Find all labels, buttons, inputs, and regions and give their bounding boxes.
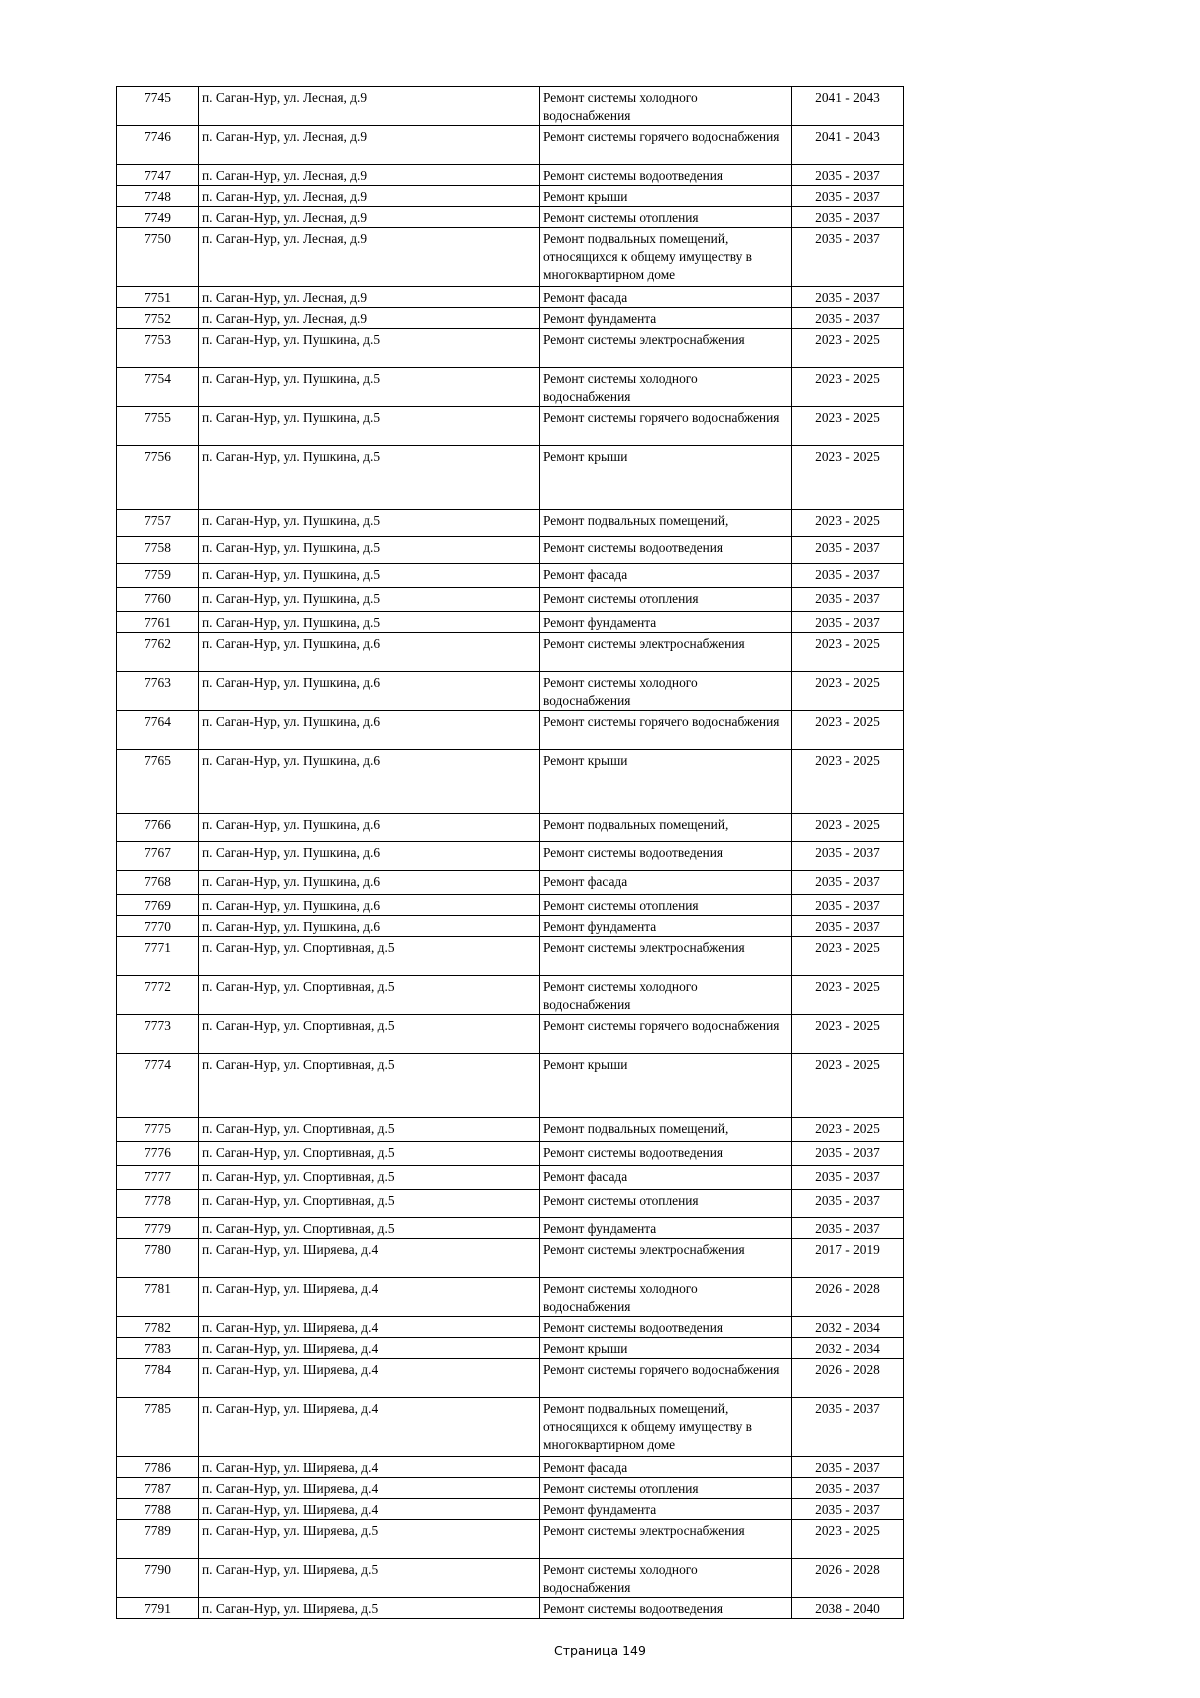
work-type-cell: Ремонт фундамента (540, 1499, 792, 1520)
table-row (117, 228, 904, 287)
table-row (117, 916, 904, 937)
address-cell: п. Саган-Нур, ул. Лесная, д.9 (199, 207, 540, 228)
address-cell: п. Саган-Нур, ул. Спортивная, д.5 (199, 1054, 540, 1118)
row-number: 7789 (117, 1520, 199, 1559)
table-row (117, 633, 904, 672)
address-cell: п. Саган-Нур, ул. Ширяева, д.4 (199, 1278, 540, 1317)
period-cell: 2035 - 2037 (792, 871, 904, 895)
address-cell: п. Саган-Нур, ул. Лесная, д.9 (199, 186, 540, 207)
table-row (117, 711, 904, 750)
table-row (117, 368, 904, 407)
row-number: 7763 (117, 672, 199, 711)
row-number: 7745 (117, 87, 199, 126)
table-row (117, 814, 904, 842)
address-cell: п. Саган-Нур, ул. Пушкина, д.5 (199, 564, 540, 588)
work-type-cell: Ремонт крыши (540, 186, 792, 207)
row-number: 7772 (117, 976, 199, 1015)
table-row (117, 1478, 904, 1499)
work-type-cell: Ремонт системы горячего водоснабжения (540, 1015, 792, 1054)
work-type-cell: Ремонт системы холодного водоснабжения (540, 368, 792, 407)
work-type-cell: Ремонт системы холодного водоснабжения (540, 1559, 792, 1598)
period-cell: 2035 - 2037 (792, 207, 904, 228)
address-cell: п. Саган-Нур, ул. Ширяева, д.4 (199, 1317, 540, 1338)
address-cell: п. Саган-Нур, ул. Пушкина, д.5 (199, 368, 540, 407)
period-cell: 2023 - 2025 (792, 672, 904, 711)
period-cell: 2035 - 2037 (792, 1190, 904, 1218)
row-number: 7788 (117, 1499, 199, 1520)
work-type-cell: Ремонт системы водоотведения (540, 537, 792, 564)
table-body (117, 87, 904, 1619)
address-cell: п. Саган-Нур, ул. Пушкина, д.6 (199, 871, 540, 895)
table-row (117, 87, 904, 126)
address-cell: п. Саган-Нур, ул. Пушкина, д.6 (199, 895, 540, 916)
period-cell: 2041 - 2043 (792, 87, 904, 126)
period-cell: 2023 - 2025 (792, 711, 904, 750)
work-type-cell: Ремонт крыши (540, 1054, 792, 1118)
address-cell: п. Саган-Нур, ул. Спортивная, д.5 (199, 1166, 540, 1190)
row-number: 7759 (117, 564, 199, 588)
address-cell: п. Саган-Нур, ул. Пушкина, д.5 (199, 446, 540, 510)
address-cell: п. Саган-Нур, ул. Спортивная, д.5 (199, 1218, 540, 1239)
table-row (117, 1142, 904, 1166)
period-cell: 2035 - 2037 (792, 895, 904, 916)
address-cell: п. Саган-Нур, ул. Пушкина, д.6 (199, 814, 540, 842)
period-cell: 2023 - 2025 (792, 446, 904, 510)
row-number: 7751 (117, 287, 199, 308)
row-number: 7779 (117, 1218, 199, 1239)
work-type-cell: Ремонт системы водоотведения (540, 842, 792, 871)
table-row (117, 287, 904, 308)
period-cell: 2035 - 2037 (792, 165, 904, 186)
address-cell: п. Саган-Нур, ул. Лесная, д.9 (199, 126, 540, 165)
table-row (117, 588, 904, 612)
work-type-cell: Ремонт системы горячего водоснабжения (540, 126, 792, 165)
table-row (117, 937, 904, 976)
address-cell: п. Саган-Нур, ул. Спортивная, д.5 (199, 976, 540, 1015)
address-cell: п. Саган-Нур, ул. Пушкина, д.6 (199, 672, 540, 711)
row-number: 7790 (117, 1559, 199, 1598)
row-number: 7768 (117, 871, 199, 895)
row-number: 7765 (117, 750, 199, 814)
address-cell: п. Саган-Нур, ул. Лесная, д.9 (199, 87, 540, 126)
period-cell: 2026 - 2028 (792, 1559, 904, 1598)
work-type-cell: Ремонт системы отопления (540, 1478, 792, 1499)
address-cell: п. Саган-Нур, ул. Пушкина, д.5 (199, 588, 540, 612)
row-number: 7762 (117, 633, 199, 672)
table-row (117, 329, 904, 368)
table-row (117, 672, 904, 711)
address-cell: п. Саган-Нур, ул. Спортивная, д.5 (199, 1190, 540, 1218)
address-cell: п. Саган-Нур, ул. Пушкина, д.5 (199, 407, 540, 446)
work-type-cell: Ремонт крыши (540, 750, 792, 814)
row-number: 7769 (117, 895, 199, 916)
table-row (117, 612, 904, 633)
address-cell: п. Саган-Нур, ул. Ширяева, д.4 (199, 1398, 540, 1457)
table-row (117, 1457, 904, 1478)
address-cell: п. Саган-Нур, ул. Ширяева, д.4 (199, 1239, 540, 1278)
period-cell: 2041 - 2043 (792, 126, 904, 165)
row-number: 7767 (117, 842, 199, 871)
row-number: 7764 (117, 711, 199, 750)
row-number: 7775 (117, 1118, 199, 1142)
work-type-cell: Ремонт системы холодного водоснабжения (540, 672, 792, 711)
address-cell: п. Саган-Нур, ул. Спортивная, д.5 (199, 937, 540, 976)
work-type-cell: Ремонт системы водоотведения (540, 1598, 792, 1619)
period-cell: 2035 - 2037 (792, 916, 904, 937)
row-number: 7752 (117, 308, 199, 329)
row-number: 7757 (117, 510, 199, 537)
table-row (117, 510, 904, 537)
table-row (117, 126, 904, 165)
work-type-cell: Ремонт фундамента (540, 308, 792, 329)
period-cell: 2023 - 2025 (792, 510, 904, 537)
address-cell: п. Саган-Нур, ул. Пушкина, д.5 (199, 329, 540, 368)
period-cell: 2032 - 2034 (792, 1338, 904, 1359)
table-row (117, 750, 904, 814)
table-row (117, 1166, 904, 1190)
address-cell: п. Саган-Нур, ул. Спортивная, д.5 (199, 1118, 540, 1142)
period-cell: 2035 - 2037 (792, 842, 904, 871)
address-cell: п. Саган-Нур, ул. Пушкина, д.6 (199, 750, 540, 814)
row-number: 7783 (117, 1338, 199, 1359)
work-type-cell: Ремонт подвальных помещений, (540, 510, 792, 537)
period-cell: 2035 - 2037 (792, 1218, 904, 1239)
address-cell: п. Саган-Нур, ул. Пушкина, д.6 (199, 633, 540, 672)
row-number: 7748 (117, 186, 199, 207)
work-type-cell: Ремонт фундамента (540, 1218, 792, 1239)
work-type-cell: Ремонт системы горячего водоснабжения (540, 407, 792, 446)
row-number: 7784 (117, 1359, 199, 1398)
address-cell: п. Саган-Нур, ул. Лесная, д.9 (199, 228, 540, 287)
row-number: 7785 (117, 1398, 199, 1457)
work-type-cell: Ремонт системы отопления (540, 1190, 792, 1218)
row-number: 7782 (117, 1317, 199, 1338)
row-number: 7773 (117, 1015, 199, 1054)
address-cell: п. Саган-Нур, ул. Ширяева, д.4 (199, 1359, 540, 1398)
work-type-cell: Ремонт системы отопления (540, 207, 792, 228)
period-cell: 2032 - 2034 (792, 1317, 904, 1338)
address-cell: п. Саган-Нур, ул. Пушкина, д.5 (199, 612, 540, 633)
period-cell: 2035 - 2037 (792, 1142, 904, 1166)
period-cell: 2023 - 2025 (792, 1015, 904, 1054)
table-row (117, 1338, 904, 1359)
period-cell: 2035 - 2037 (792, 228, 904, 287)
work-type-cell: Ремонт системы отопления (540, 588, 792, 612)
work-type-cell: Ремонт фасада (540, 287, 792, 308)
address-cell: п. Саган-Нур, ул. Пушкина, д.5 (199, 537, 540, 564)
row-number: 7755 (117, 407, 199, 446)
address-cell: п. Саган-Нур, ул. Лесная, д.9 (199, 287, 540, 308)
work-type-cell: Ремонт системы горячего водоснабжения (540, 1359, 792, 1398)
period-cell: 2035 - 2037 (792, 1166, 904, 1190)
row-number: 7754 (117, 368, 199, 407)
table-row (117, 207, 904, 228)
work-type-cell: Ремонт системы водоотведения (540, 1142, 792, 1166)
table-row (117, 1317, 904, 1338)
row-number: 7753 (117, 329, 199, 368)
period-cell: 2035 - 2037 (792, 186, 904, 207)
work-type-cell: Ремонт фасада (540, 1457, 792, 1478)
address-cell: п. Саган-Нур, ул. Пушкина, д.6 (199, 711, 540, 750)
work-type-cell: Ремонт фасада (540, 1166, 792, 1190)
row-number: 7747 (117, 165, 199, 186)
row-number: 7758 (117, 537, 199, 564)
table-row (117, 1398, 904, 1457)
work-type-cell: Ремонт системы водоотведения (540, 165, 792, 186)
row-number: 7781 (117, 1278, 199, 1317)
address-cell: п. Саган-Нур, ул. Ширяева, д.4 (199, 1478, 540, 1499)
period-cell: 2023 - 2025 (792, 1520, 904, 1559)
row-number: 7776 (117, 1142, 199, 1166)
table-row (117, 446, 904, 510)
work-type-cell: Ремонт системы холодного водоснабжения (540, 976, 792, 1015)
work-type-cell: Ремонт системы электроснабжения (540, 1520, 792, 1559)
table-row (117, 1598, 904, 1619)
row-number: 7749 (117, 207, 199, 228)
period-cell: 2023 - 2025 (792, 1118, 904, 1142)
table-row (117, 186, 904, 207)
table-row (117, 1118, 904, 1142)
period-cell: 2023 - 2025 (792, 1054, 904, 1118)
period-cell: 2017 - 2019 (792, 1239, 904, 1278)
row-number: 7771 (117, 937, 199, 976)
work-type-cell: Ремонт системы холодного водоснабжения (540, 1278, 792, 1317)
work-type-cell: Ремонт подвальных помещений, (540, 814, 792, 842)
address-cell: п. Саган-Нур, ул. Пушкина, д.5 (199, 510, 540, 537)
page-number: Страница 149 (554, 1643, 646, 1658)
address-cell: п. Саган-Нур, ул. Пушкина, д.6 (199, 842, 540, 871)
table-row (117, 537, 904, 564)
work-type-cell: Ремонт крыши (540, 446, 792, 510)
table-row (117, 1499, 904, 1520)
work-type-cell: Ремонт подвальных помещений, относящихся к общему имуществу в многоквартирном доме (540, 228, 792, 287)
table-row (117, 1239, 904, 1278)
table-row (117, 1278, 904, 1317)
repair-schedule-table (116, 86, 904, 1619)
work-type-cell: Ремонт фасада (540, 871, 792, 895)
work-type-cell: Ремонт подвальных помещений, (540, 1118, 792, 1142)
row-number: 7761 (117, 612, 199, 633)
table-row (117, 871, 904, 895)
address-cell: п. Саган-Нур, ул. Лесная, д.9 (199, 308, 540, 329)
period-cell: 2035 - 2037 (792, 1499, 904, 1520)
row-number: 7780 (117, 1239, 199, 1278)
period-cell: 2023 - 2025 (792, 329, 904, 368)
period-cell: 2035 - 2037 (792, 287, 904, 308)
period-cell: 2035 - 2037 (792, 1457, 904, 1478)
period-cell: 2023 - 2025 (792, 633, 904, 672)
table-row (117, 165, 904, 186)
period-cell: 2023 - 2025 (792, 407, 904, 446)
address-cell: п. Саган-Нур, ул. Ширяева, д.5 (199, 1559, 540, 1598)
period-cell: 2023 - 2025 (792, 976, 904, 1015)
work-type-cell: Ремонт системы электроснабжения (540, 633, 792, 672)
period-cell: 2023 - 2025 (792, 368, 904, 407)
table-row (117, 308, 904, 329)
address-cell: п. Саган-Нур, ул. Ширяева, д.4 (199, 1338, 540, 1359)
table-row (117, 1054, 904, 1118)
work-type-cell: Ремонт системы электроснабжения (540, 937, 792, 976)
address-cell: п. Саган-Нур, ул. Спортивная, д.5 (199, 1142, 540, 1166)
work-type-cell: Ремонт системы отопления (540, 895, 792, 916)
work-type-cell: Ремонт системы горячего водоснабжения (540, 711, 792, 750)
period-cell: 2023 - 2025 (792, 750, 904, 814)
table-row (117, 842, 904, 871)
period-cell: 2035 - 2037 (792, 537, 904, 564)
table-row (117, 976, 904, 1015)
row-number: 7746 (117, 126, 199, 165)
table-row (117, 1218, 904, 1239)
row-number: 7756 (117, 446, 199, 510)
row-number: 7778 (117, 1190, 199, 1218)
period-cell: 2026 - 2028 (792, 1278, 904, 1317)
address-cell: п. Саган-Нур, ул. Ширяева, д.5 (199, 1598, 540, 1619)
table-row (117, 1190, 904, 1218)
table-row (117, 895, 904, 916)
table-row (117, 407, 904, 446)
period-cell: 2038 - 2040 (792, 1598, 904, 1619)
address-cell: п. Саган-Нур, ул. Лесная, д.9 (199, 165, 540, 186)
period-cell: 2035 - 2037 (792, 308, 904, 329)
address-cell: п. Саган-Нур, ул. Ширяева, д.4 (199, 1499, 540, 1520)
table-row (117, 1559, 904, 1598)
period-cell: 2035 - 2037 (792, 612, 904, 633)
row-number: 7787 (117, 1478, 199, 1499)
row-number: 7770 (117, 916, 199, 937)
work-type-cell: Ремонт фасада (540, 564, 792, 588)
work-type-cell: Ремонт системы холодного водоснабжения (540, 87, 792, 126)
period-cell: 2035 - 2037 (792, 1478, 904, 1499)
table-row (117, 1015, 904, 1054)
table-row (117, 1359, 904, 1398)
row-number: 7760 (117, 588, 199, 612)
row-number: 7774 (117, 1054, 199, 1118)
row-number: 7777 (117, 1166, 199, 1190)
period-cell: 2023 - 2025 (792, 937, 904, 976)
address-cell: п. Саган-Нур, ул. Ширяева, д.5 (199, 1520, 540, 1559)
table-row (117, 564, 904, 588)
work-type-cell: Ремонт подвальных помещений, относящихся к общему имуществу в многоквартирном доме (540, 1398, 792, 1457)
period-cell: 2026 - 2028 (792, 1359, 904, 1398)
work-type-cell: Ремонт фундамента (540, 612, 792, 633)
table-row (117, 1520, 904, 1559)
address-cell: п. Саган-Нур, ул. Пушкина, д.6 (199, 916, 540, 937)
row-number: 7766 (117, 814, 199, 842)
work-type-cell: Ремонт системы электроснабжения (540, 1239, 792, 1278)
period-cell: 2035 - 2037 (792, 1398, 904, 1457)
address-cell: п. Саган-Нур, ул. Спортивная, д.5 (199, 1015, 540, 1054)
work-type-cell: Ремонт системы водоотведения (540, 1317, 792, 1338)
work-type-cell: Ремонт фундамента (540, 916, 792, 937)
period-cell: 2023 - 2025 (792, 814, 904, 842)
period-cell: 2035 - 2037 (792, 564, 904, 588)
work-type-cell: Ремонт системы электроснабжения (540, 329, 792, 368)
row-number: 7750 (117, 228, 199, 287)
address-cell: п. Саган-Нур, ул. Ширяева, д.4 (199, 1457, 540, 1478)
row-number: 7786 (117, 1457, 199, 1478)
period-cell: 2035 - 2037 (792, 588, 904, 612)
row-number: 7791 (117, 1598, 199, 1619)
work-type-cell: Ремонт крыши (540, 1338, 792, 1359)
